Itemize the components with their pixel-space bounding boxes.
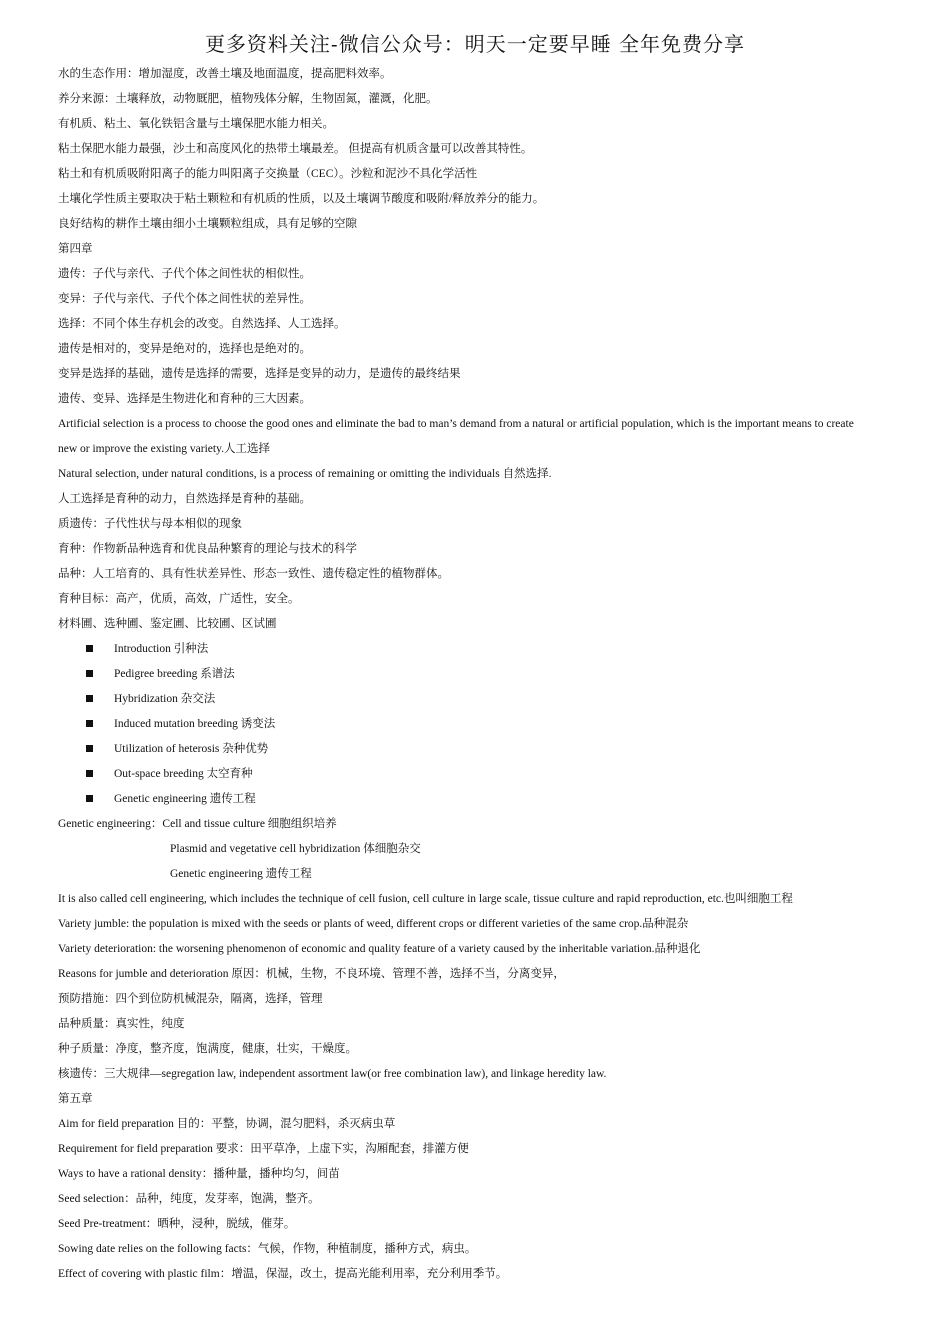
text-line: new or improve the existing variety.人工选择: [58, 443, 270, 455]
text-line: 遗传：子代与亲代、子代个体之间性状的相似性。: [58, 268, 311, 280]
text-line: Aim for field preparation 目的：平整，协调，混匀肥料，杀灭病虫草: [58, 1118, 396, 1130]
text-line: Effect of covering with plastic film：增温，保湿，改土，提高光能利用率，充分利用季节。: [58, 1268, 508, 1280]
text-line: 水的生态作用：增加湿度，改善土壤及地面温度，提高肥料效率。: [58, 68, 392, 80]
text-line: 变异：子代与亲代、子代个体之间性状的差异性。: [58, 293, 311, 305]
text-line: 变异是选择的基础，遗传是选择的需要，选择是变异的动力，是遗传的最终结果: [58, 368, 461, 380]
square-bullet-icon: [86, 795, 93, 802]
text-line: 预防措施：四个到位防机械混杂，隔离，选择，管理: [58, 993, 323, 1005]
text-line: 选择：不同个体生存机会的改变。自然选择、人工选择。: [58, 318, 346, 330]
square-bullet-icon: [86, 770, 93, 777]
square-bullet-icon: [86, 745, 93, 752]
text-line: 第五章: [58, 1093, 93, 1105]
bullet-text: Genetic engineering 遗传工程: [114, 793, 256, 805]
page-header: 更多资料关注-微信公众号：明天一定要早睡 全年免费分享: [204, 32, 746, 56]
genetic-sub-line: Genetic engineering 遗传工程: [170, 868, 312, 880]
text-line: Reasons for jumble and deterioration 原因：机械，生物，不良环境、管理不善，选择不当，分离变异，: [58, 968, 565, 980]
text-line: 品种质量：真实性，纯度: [58, 1018, 185, 1030]
text-line: Artificial selection is a process to choose the good ones and eliminate the bad to man’s demand from a natural or artificial population, which is the important means to create: [58, 418, 854, 430]
text-line: 人工选择是育种的动力，自然选择是育种的基础。: [58, 493, 311, 505]
bullet-item: [58, 637, 903, 662]
bullet-text: Hybridization 杂交法: [114, 693, 216, 705]
bullet-item: [58, 687, 903, 712]
bullet-text: Induced mutation breeding 诱变法: [114, 718, 276, 730]
breeding-methods-list: [58, 637, 903, 812]
text-line: Variety deterioration: the worsening phenomenon of economic and quality feature of a variety caused by the inheritable variation.品种退化: [58, 943, 701, 955]
text-line: 育种：作物新品种选育和优良品种繁育的理论与技术的科学: [58, 543, 357, 555]
text-block-bottom: [58, 887, 903, 1287]
text-line: Seed selection：品种，纯度，发芽率，饱满，整齐。: [58, 1193, 320, 1205]
text-line: Sowing date relies on the following facts：气候，作物，种植制度，播种方式，病虫。: [58, 1243, 477, 1255]
genetic-engineering-line: Genetic engineering：Cell and tissue culture 细胞组织培养: [58, 818, 337, 830]
text-line: 品种：人工培育的、具有性状差异性、形态一致性、遗传稳定性的植物群体。: [58, 568, 449, 580]
text-line: Requirement for field preparation 要求：田平草净，上虚下实，沟厢配套，排灌方便: [58, 1143, 469, 1155]
square-bullet-icon: [86, 645, 93, 652]
text-line: 种子质量：净度，整齐度，饱满度，健康，壮实，干燥度。: [58, 1043, 357, 1055]
text-line: 粘土和有机质吸附阳离子的能力叫阳离子交换量（CEC）。沙粒和泥沙不具化学活性: [58, 168, 478, 180]
genetic-sub-line: Plasmid and vegetative cell hybridization 体细胞杂交: [170, 843, 421, 855]
document-body: [58, 62, 903, 1287]
bullet-item: [58, 712, 903, 737]
text-line: Seed Pre-treatment：晒种，浸种，脱绒，催芽。: [58, 1218, 296, 1230]
square-bullet-icon: [86, 695, 93, 702]
text-line: 材料圃、选种圃、鉴定圃、比较圃、区试圃: [58, 618, 277, 630]
text-line: Natural selection, under natural conditions, is a process of remaining or omitting the individuals 自然选择.: [58, 468, 552, 480]
text-line: 有机质、粘土、氧化铁铝含量与土壤保肥水能力相关。: [58, 118, 334, 130]
text-block-top: [58, 62, 903, 637]
text-line: 养分来源：土壤释放，动物厩肥，植物残体分解，生物固氮，灌溉，化肥。: [58, 93, 438, 105]
text-line: 粘土保肥水能力最强，沙土和高度风化的热带土壤最差。 但提高有机质含量可以改善其特性。: [58, 143, 533, 155]
bullet-text: Introduction 引种法: [114, 643, 209, 655]
bullet-item: [58, 787, 903, 812]
text-line: Ways to have a rational density：播种量，播种均匀，间苗: [58, 1168, 340, 1180]
bullet-text: Utilization of heterosis 杂种优势: [114, 743, 269, 755]
text-line: 遗传、变异、选择是生物进化和育种的三大因素。: [58, 393, 311, 405]
text-line: 良好结构的耕作土壤由细小土壤颗粒组成，具有足够的空隙: [58, 218, 357, 230]
bullet-item: [58, 762, 903, 787]
bullet-item: [58, 737, 903, 762]
text-line: Variety jumble: the population is mixed with the seeds or plants of weed, different crops or different varieties of the same crop.品种混杂: [58, 918, 689, 930]
square-bullet-icon: [86, 720, 93, 727]
text-line: 育种目标：高产，优质，高效，广适性，安全。: [58, 593, 300, 605]
bullet-text: Pedigree breeding 系谱法: [114, 668, 235, 680]
text-line: 土壤化学性质主要取决于粘土颗粒和有机质的性质，以及土壤调节酸度和吸附/释放养分的能力。: [58, 193, 545, 205]
text-line: 核遗传：三大规律—segregation law, independent assortment law(or free combination law), and linkage heredity law.: [58, 1068, 607, 1080]
bullet-text: Out-space breeding 太空育种: [114, 768, 253, 780]
text-line: 第四章: [58, 243, 93, 255]
genetic-engineering-sublist: [58, 837, 903, 887]
text-line: It is also called cell engineering, which includes the technique of cell fusion, cell culture in large scale, tissue culture and rapid reproduction, etc.也叫细胞工程: [58, 893, 793, 905]
square-bullet-icon: [86, 670, 93, 677]
text-line: 质遗传：子代性状与母本相似的现象: [58, 518, 242, 530]
bullet-item: [58, 662, 903, 687]
text-line: 遗传是相对的，变异是绝对的，选择也是绝对的。: [58, 343, 311, 355]
